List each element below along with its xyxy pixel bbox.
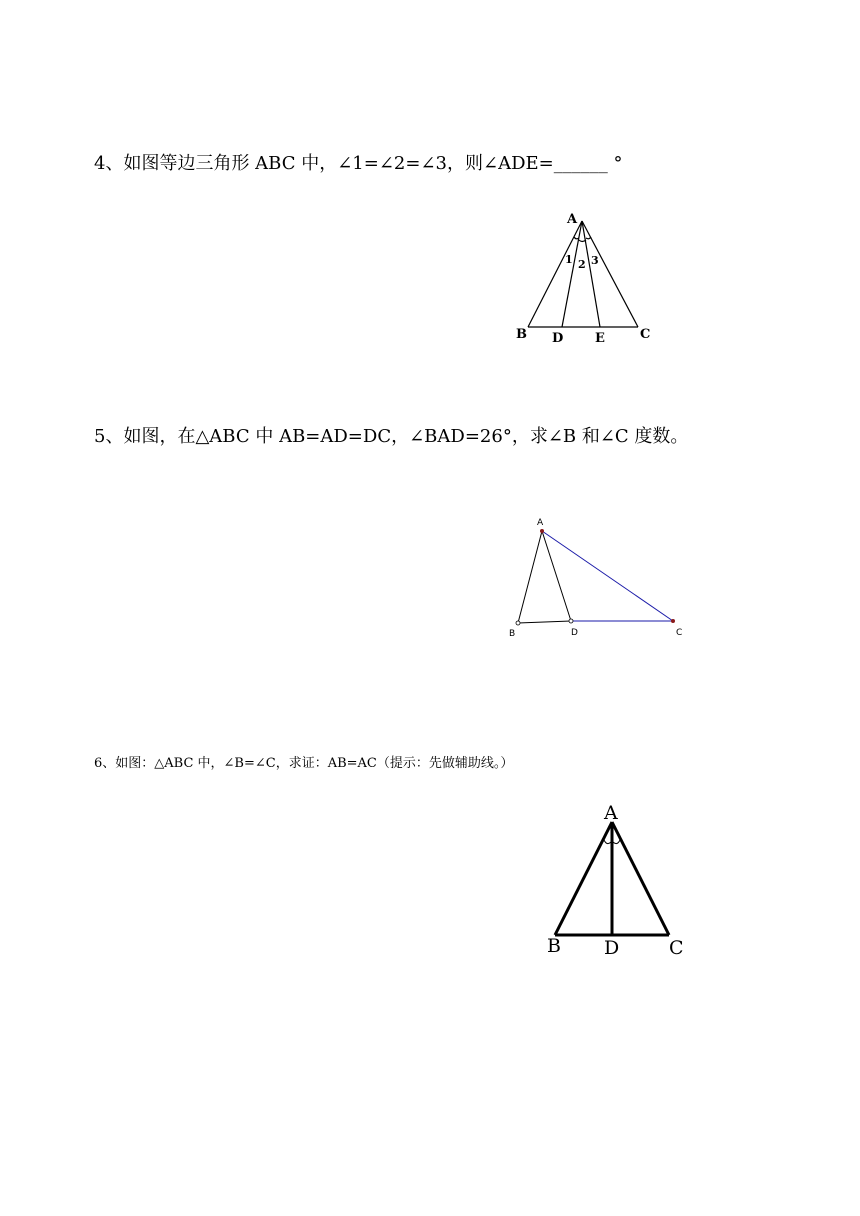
label-a: A	[537, 518, 544, 528]
label-a: A	[604, 802, 618, 824]
label-b: B	[516, 327, 527, 342]
label-b: B	[509, 629, 516, 639]
label-c: C	[676, 628, 683, 638]
label-c: C	[669, 937, 684, 959]
label-d: D	[571, 628, 578, 638]
segment-ad	[542, 531, 571, 621]
label-d: D	[552, 331, 564, 346]
question-4-text: 4、如图等边三角形 ABC 中，∠1=∠2=∠3，则∠ADE=______ °	[94, 153, 623, 174]
question-5-text: 5、如图，在△ABC 中 AB=AD=DC，∠BAD=26°，求∠B 和∠C 度数。	[94, 426, 689, 447]
figure-triangle-abd	[500, 512, 700, 647]
label-c: C	[640, 327, 651, 342]
label-e: E	[595, 331, 605, 346]
side-bd	[518, 621, 571, 623]
angle-arc-1	[574, 237, 579, 239]
side-ab	[518, 531, 542, 623]
angle-arc-3	[586, 237, 591, 239]
label-angle-2: 2	[578, 258, 586, 271]
label-angle-1: 1	[565, 253, 573, 266]
figure-equilateral-triangle	[510, 205, 660, 350]
label-angle-3: 3	[591, 254, 599, 267]
question-6-text: 6、如图：△ABC 中，∠B=∠C，求证：AB=AC（提示：先做辅助线。）	[94, 756, 514, 771]
label-a: A	[567, 212, 578, 227]
side-ac	[542, 531, 673, 621]
angle-arc-right	[613, 840, 620, 844]
side-ab	[555, 822, 612, 935]
figure-isosceles-triangle	[540, 800, 700, 960]
angle-arc-2	[579, 240, 586, 242]
label-d: D	[604, 937, 620, 959]
side-ac	[612, 822, 669, 935]
angle-arc-left	[604, 840, 611, 844]
segment-ad	[562, 221, 582, 327]
side-ab	[528, 221, 582, 327]
label-b: B	[547, 935, 561, 957]
